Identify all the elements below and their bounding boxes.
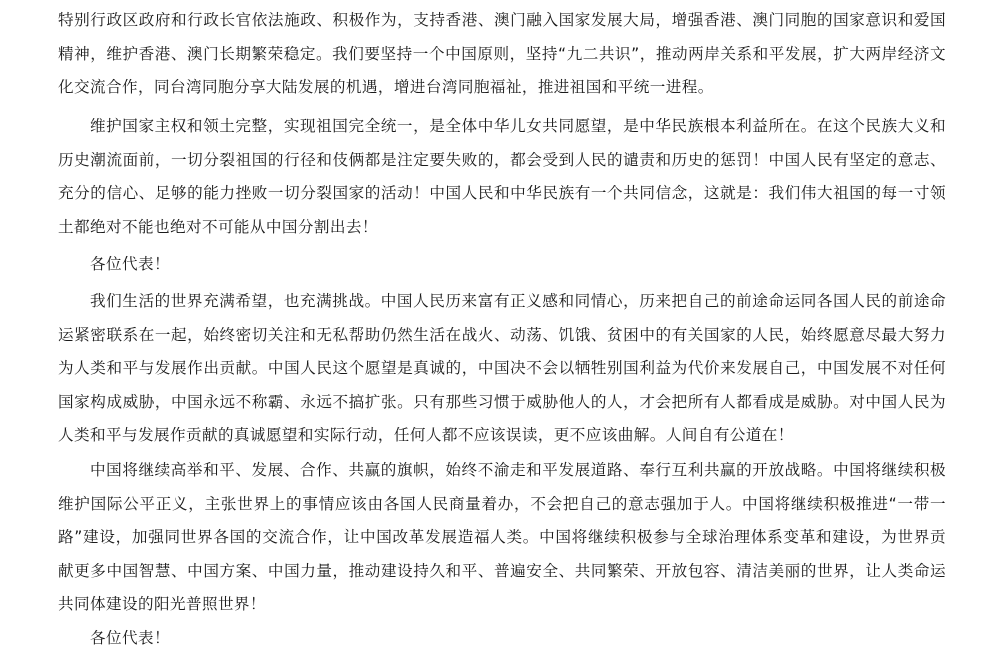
paragraph-address-deputies: 各位代表！ [90, 255, 170, 273]
paragraph-address-deputies-2: 各位代表！ [90, 629, 170, 647]
paragraph-hk-macau-taiwan: 特别行政区政府和行政长官依法施政、积极作为，支持香港、澳门融入国家发展大局，增强香港、澳门同胞的国家意识和爱国精神，维护香港、澳门长期繁荣稳定。我们要坚持一个中国原则，坚持“九二共识”，推动两岸关系和平发展，扩大两岸经济文化交流合作，同台湾同胞分享大陆发展的机遇，增进台湾同胞福祉，推进祖国和平统一进程。 [58, 11, 946, 96]
paragraph-peaceful-development: 中国将继续高举和平、发展、合作、共赢的旗帜，始终不渝走和平发展道路、奉行互利共赢的开放战略。中国将继续积极维护国际公平正义，主张世界上的事情应该由各国人民商量着办，不会把自己的意志强加于人。中国将继续积极推进“一带一路”建设，加强同世界各国的交流合作，让中国改革发展造福人类。中国将继续积极参与全球治理体系变革和建设，为世界贡献更多中国智慧、中国方案、中国力量，推动建设持久和平、普遍安全、共同繁荣、开放包容、清洁美丽的世界，让人类命运共同体建设的阳光普照世界！ [58, 461, 946, 613]
paragraph-national-sovereignty: 维护国家主权和领土完整，实现祖国完全统一，是全体中华儿女共同愿望，是中华民族根本利益所在。在这个民族大义和历史潮流面前，一切分裂祖国的行径和伎俩都是注定要失败的，都会受到人民的谴责和历史的惩罚！中国人民有坚定的意志、充分的信心、足够的能力挫败一切分裂国家的活动！中国人民和中华民族有一个共同信念，这就是：我们伟大祖国的每一寸领土都绝对不能也绝对不可能从中国分割出去！ [58, 117, 946, 236]
paragraph-world-hopes-challenges: 我们生活的世界充满希望，也充满挑战。中国人民历来富有正义感和同情心，历来把自己的前途命运同各国人民的前途命运紧密联系在一起，始终密切关注和无私帮助仍然生活在战火、动荡、饥饿、贫困中的有关国家的人民，始终愿意尽最大努力为人类和平与发展作出贡献。中国人民这个愿望是真诚的，中国决不会以牺牲别国利益为代价来发展自己，中国发展不对任何国家构成威胁，中国永远不称霸、永远不搞扩张。只有那些习惯于威胁他人的人，才会把所有人都看成是威胁。对中国人民为人类和平与发展作贡献的真诚愿望和实际行动，任何人都不应该误读，更不应该曲解。人间自有公道在！ [58, 292, 946, 444]
